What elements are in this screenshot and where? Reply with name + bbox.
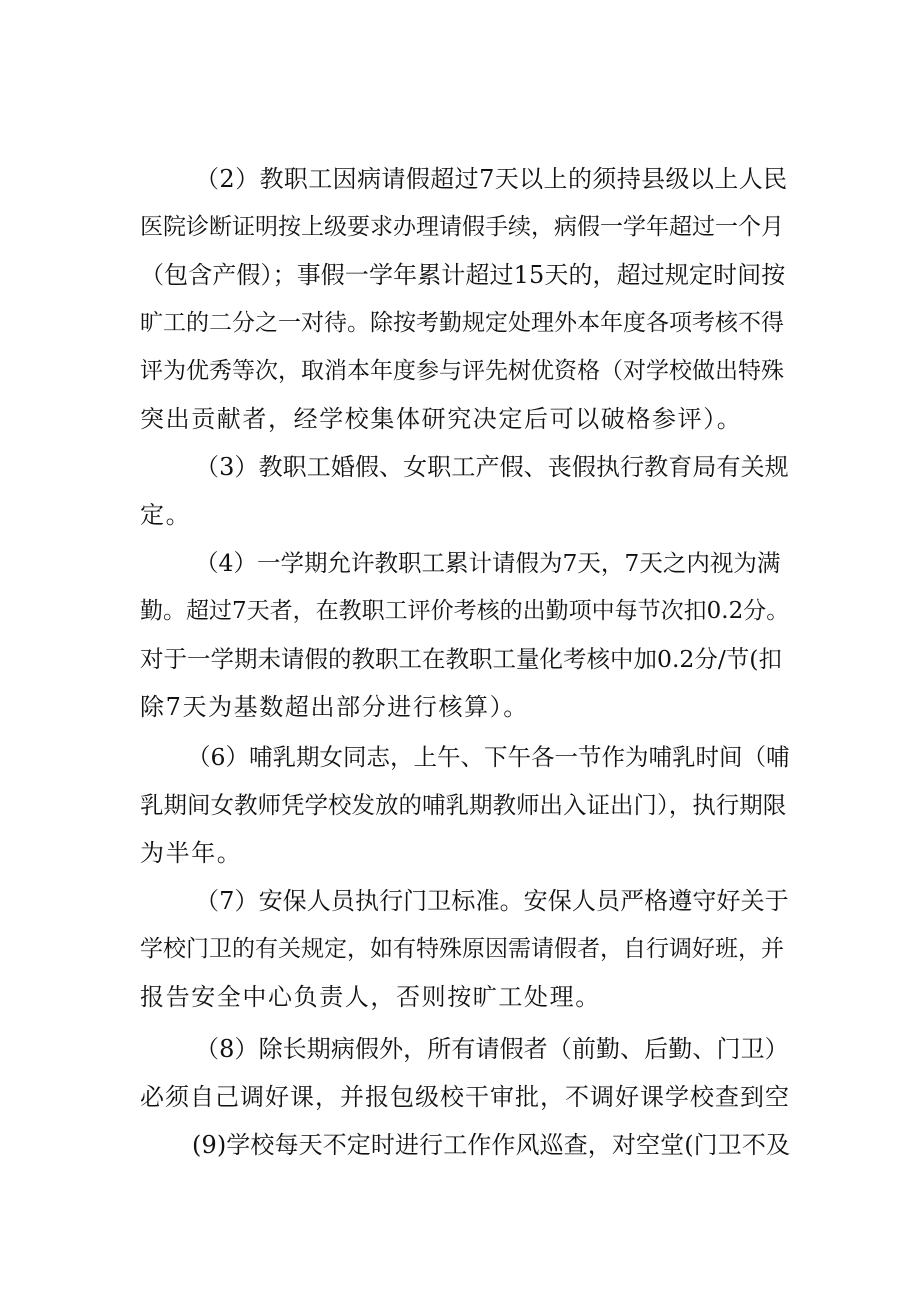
- text-line: 必须自己调好课，并报包级校干审批，不调好课学校查到空: [140, 1083, 790, 1111]
- text-line: （8）除长期病假外，所有请假者（前勤、后勤、门卫）: [195, 1035, 789, 1063]
- text-line: 除7天为基数超出部分进行核算）。: [140, 693, 529, 721]
- text-line: （2）教职工因病请假超过7天以上的须持县级以上人民: [195, 165, 788, 193]
- text-line: 评为优秀等次，取消本年度参与评先树优资格（对学校做出特殊: [140, 358, 784, 384]
- text-line: 为半年。: [140, 839, 243, 867]
- text-line: （4）一学期允许教职工累计请假为7天，7天之内视为满: [195, 549, 781, 577]
- text-line: 报告安全中心负责人，否则按旷工处理。: [140, 983, 601, 1011]
- text-line: 乳期间女教师凭学校发放的哺乳期教师出入证出门），执行期限: [140, 791, 787, 819]
- text-line: （7）安保人员执行门卫标准。安保人员严格遵守好关于: [195, 887, 789, 915]
- text-line: （6）哺乳期女同志，上午、下午各一节作为哺乳时间（哺: [187, 743, 790, 771]
- text-line: 对于一学期未请假的教职工在教职工量化考核中加0.2分/节(扣: [140, 645, 782, 673]
- text-line: 定。: [140, 501, 192, 529]
- text-line: 突出贡献者，经学校集体研究决定后可以破格参评）。: [140, 405, 743, 433]
- text-line: (9)学校每天不定时进行工作作风巡查，对空堂(门卫不及: [192, 1131, 791, 1159]
- text-line: 医院诊断证明按上级要求办理请假手续，病假一学年超过一个月: [140, 214, 784, 240]
- text-line: 学校门卫的有关规定，如有特殊原因需请假者，自行调好班，并: [140, 936, 784, 962]
- text-line: （3）教职工婚假、女职工产假、丧假执行教育局有关规: [195, 453, 789, 481]
- text-line: 勤。超过7天者，在教职工评价考核的出勤项中每节次扣0.2分。: [140, 598, 790, 624]
- text-line: 旷工的二分之一对待。除按考勤规定处理外本年度各项考核不得: [140, 310, 784, 336]
- text-line: （包含产假）；事假一学年累计超过15天的，超过规定时间按: [140, 261, 786, 289]
